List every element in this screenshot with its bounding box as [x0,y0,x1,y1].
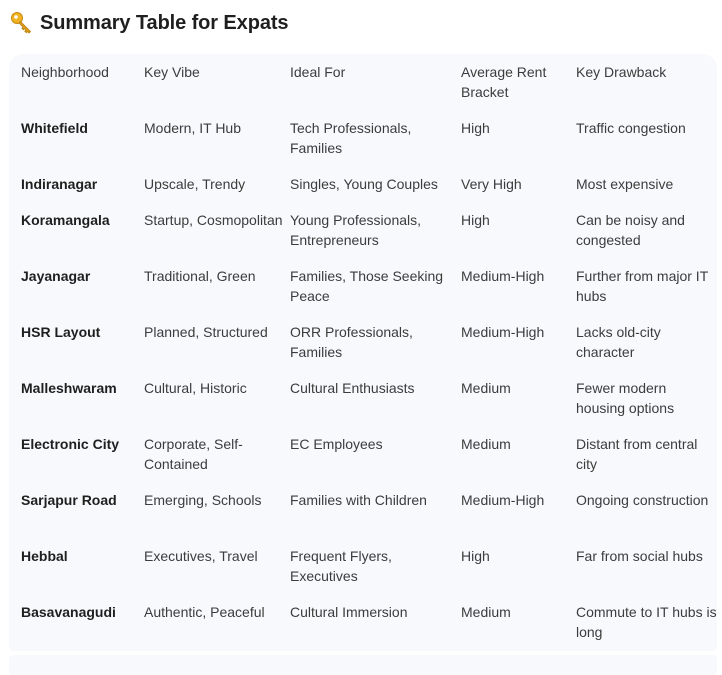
cell-neighborhood: Jayanagar [21,268,91,284]
table-row [9,322,717,378]
table-row [9,266,717,322]
header-neighborhood: Neighborhood [21,64,109,80]
cell-rent-bracket: Medium [461,380,511,396]
cell-ideal-for: Families with Children [290,492,427,508]
summary-table [9,54,717,658]
table-row [9,210,717,266]
key-icon [10,11,34,35]
cell-rent-bracket: Medium-High [461,324,545,340]
cell-neighborhood: Whitefield [21,120,88,136]
cell-neighborhood: Hebbal [21,548,68,564]
cell-key-drawback: Lacks old-city character [576,324,661,360]
cell-neighborhood: Indiranagar [21,176,98,192]
cell-ideal-for: Families, Those Seeking Peace [290,268,444,304]
section-title: Summary Table for Expats [40,11,289,34]
cell-rent-bracket: High [461,212,490,228]
cell-neighborhood: Koramangala [21,212,110,228]
cell-rent-bracket: High [461,548,490,564]
cell-ideal-for: Tech Professionals, Families [290,120,412,156]
cell-ideal-for: Frequent Flyers, Executives [290,548,392,584]
cell-key-drawback: Most expensive [576,176,674,192]
cell-key-vibe: Startup, Cosmopolitan [144,212,283,228]
cell-key-vibe: Upscale, Trendy [144,176,246,192]
cell-rent-bracket: Very High [461,176,522,192]
cell-ideal-for: ORR Professionals, Families [290,324,413,360]
cell-ideal-for: Singles, Young Couples [290,176,438,192]
table-header-row [9,54,717,118]
next-panel [9,655,717,675]
cell-key-vibe: Cultural, Historic [144,380,247,396]
cell-rent-bracket: Medium-High [461,268,545,284]
header-ideal-for: Ideal For [290,64,346,80]
cell-key-vibe: Corporate, Self-Contained [144,436,243,472]
cell-key-vibe: Modern, IT Hub [144,120,242,136]
cell-rent-bracket: Medium [461,604,511,620]
cell-key-drawback: Distant from central city [576,436,698,472]
cell-key-drawback: Ongoing construction [576,492,709,508]
cell-key-drawback: Fewer modern housing options [576,380,675,416]
cell-key-vibe: Emerging, Schools [144,492,262,508]
cell-neighborhood: Malleshwaram [21,380,117,396]
cell-key-drawback: Can be noisy and congested [576,212,685,248]
cell-key-vibe: Traditional, Green [144,268,256,284]
table-row [9,490,717,546]
table-row [9,602,717,658]
cell-ideal-for: Cultural Immersion [290,604,408,620]
cell-key-drawback: Traffic congestion [576,120,686,136]
cell-key-vibe: Authentic, Peaceful [144,604,265,620]
cell-key-drawback: Far from social hubs [576,548,703,564]
cell-key-vibe: Executives, Travel [144,548,258,564]
header-key-vibe: Key Vibe [144,64,200,80]
table-row [9,378,717,434]
cell-neighborhood: Sarjapur Road [21,492,117,508]
table-row [9,174,717,210]
cell-neighborhood: Basavanagudi [21,604,116,620]
cell-rent-bracket: Medium-High [461,492,545,508]
cell-rent-bracket: Medium [461,436,511,452]
cell-ideal-for: Young Professionals, Entrepreneurs [290,212,422,248]
header-average-rent-bracket: Average Rent Bracket [461,64,547,100]
cell-key-drawback: Commute to IT hubs is long [576,604,717,640]
table-row [9,118,717,174]
cell-key-drawback: Further from major IT hubs [576,268,708,304]
cell-rent-bracket: High [461,120,490,136]
header-key-drawback: Key Drawback [576,64,667,80]
cell-ideal-for: EC Employees [290,436,383,452]
cell-key-vibe: Planned, Structured [144,324,268,340]
section-heading [10,9,288,37]
cell-neighborhood: Electronic City [21,436,120,452]
table-row [9,434,717,490]
cell-neighborhood: HSR Layout [21,324,101,340]
cell-ideal-for: Cultural Enthusiasts [290,380,415,396]
table-row [9,546,717,602]
